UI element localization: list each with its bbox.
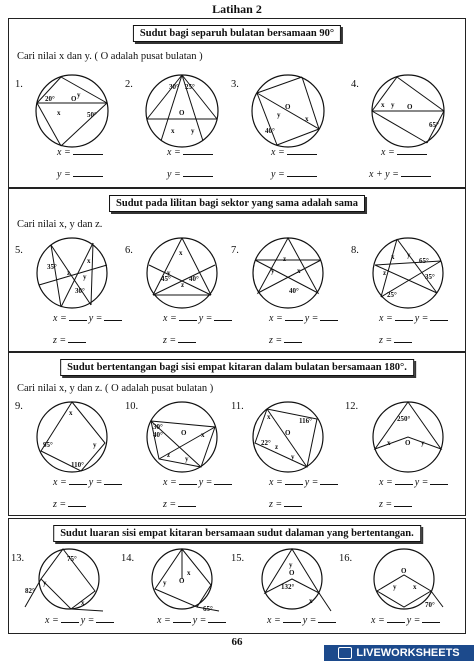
answer-blank[interactable]: z =	[163, 335, 198, 346]
svg-text:y: y	[393, 583, 397, 591]
angle-label: 40°	[265, 127, 275, 135]
answer-blank[interactable]: z =	[53, 499, 88, 510]
question-number: 14.	[121, 553, 135, 564]
circle-diagram-6	[141, 235, 223, 311]
angle-label: 20°	[45, 95, 55, 103]
angle-label: 30°	[169, 83, 179, 91]
question-number: 15.	[231, 553, 245, 564]
answer-blank[interactable]: x = y =	[45, 615, 116, 626]
svg-text:O: O	[179, 577, 185, 585]
svg-text:z: z	[275, 443, 279, 451]
answer-blank[interactable]: x = y =	[53, 477, 124, 488]
svg-text:z: z	[283, 255, 287, 263]
question-number: 6.	[125, 245, 133, 256]
footer-brand-text: LIVEWORKSHEETS	[356, 647, 460, 659]
footer-brand-bar[interactable]	[324, 645, 474, 661]
question-number: 3.	[231, 79, 239, 90]
svg-text:x: x	[387, 439, 391, 447]
svg-text:O: O	[401, 567, 407, 575]
answer-blank[interactable]: x = y =	[163, 313, 234, 324]
circle-diagram-8	[367, 235, 449, 311]
svg-text:x: x	[201, 431, 205, 439]
svg-text:z: z	[383, 269, 387, 277]
circle-diagram-13	[23, 545, 105, 615]
answer-blank[interactable]: y =	[57, 169, 103, 180]
svg-text:x: x	[391, 253, 395, 261]
section-1-instruction: Cari nilai x dan y. ( O adalah pusat bulatan )	[17, 51, 203, 62]
circle-diagram-7	[247, 235, 329, 311]
answer-blank[interactable]: x =	[57, 147, 103, 158]
svg-text:x: x	[171, 127, 175, 135]
circle-diagram-10	[141, 399, 223, 475]
angle-label: 65°	[203, 605, 213, 613]
page-number: 66	[231, 636, 243, 648]
svg-text:x: x	[57, 109, 61, 117]
question-number: 2.	[125, 79, 133, 90]
angle-label: 40°	[153, 431, 163, 439]
worksheet-title: Latihan 2	[212, 2, 262, 16]
circle-diagram-3	[247, 71, 329, 149]
svg-text:y: y	[163, 579, 167, 587]
circle-diagram-12	[367, 399, 449, 475]
svg-text:O: O	[289, 569, 295, 577]
question-number: 8.	[351, 245, 359, 256]
svg-text:O: O	[71, 95, 77, 103]
angle-label: 45°	[161, 275, 171, 283]
answer-blank[interactable]: z =	[269, 499, 304, 510]
angle-label: 82°	[25, 587, 35, 595]
svg-text:y: y	[289, 561, 293, 569]
angle-label: 116°	[299, 417, 312, 425]
section-2-instruction: Cari nilai x, y dan z.	[17, 219, 103, 230]
section-1-banner: Sudut bagi separuh bulatan bersamaan 90°	[133, 25, 341, 42]
svg-text:y: y	[43, 579, 47, 587]
answer-blank[interactable]: z =	[379, 499, 414, 510]
angle-label: 65°	[419, 257, 429, 265]
svg-text:y: y	[291, 453, 295, 461]
question-number: 10.	[125, 401, 139, 412]
circle-diagram-2	[141, 71, 223, 149]
svg-text:x: x	[305, 115, 309, 123]
angle-label: 75°	[67, 555, 77, 563]
svg-text:y: y	[277, 111, 281, 119]
answer-blank[interactable]: x + y =	[369, 169, 431, 180]
answer-blank[interactable]: z =	[163, 499, 198, 510]
circle-diagram-9	[31, 399, 113, 475]
svg-text:y: y	[271, 267, 275, 275]
liveworksheets-logo-icon	[338, 647, 352, 659]
svg-text:O: O	[285, 103, 291, 111]
circle-diagram-15	[251, 545, 333, 615]
svg-text:x: x	[69, 409, 73, 417]
svg-text:x: x	[187, 569, 191, 577]
question-number: 13.	[11, 553, 25, 564]
angle-label: 110°	[71, 461, 84, 469]
answer-blank[interactable]: x = y =	[163, 477, 234, 488]
angle-label: 40°	[289, 287, 299, 295]
section-4-banner: Sudut luaran sisi empat kitaran bersamaan sudut dalaman yang bertentangan.	[53, 525, 421, 542]
answer-blank[interactable]: x = y =	[379, 313, 450, 324]
svg-text:x: x	[87, 257, 91, 265]
section-2-banner: Sudut pada lilitan bagi sektor yang sama adalah sama	[109, 195, 365, 212]
answer-blank[interactable]: x =	[381, 147, 427, 158]
question-number: 11.	[231, 401, 244, 412]
angle-label: 65°	[429, 121, 439, 129]
angle-label: 22°	[261, 439, 271, 447]
angle-label: 250°	[397, 415, 411, 423]
svg-text:x: x	[81, 599, 85, 607]
svg-text:x: x	[267, 413, 271, 421]
svg-text:O: O	[179, 109, 185, 117]
section-3	[8, 352, 466, 516]
svg-text:O: O	[405, 439, 411, 447]
svg-text:O: O	[181, 429, 187, 437]
answer-blank[interactable]: x =	[167, 147, 213, 158]
section-1	[8, 18, 466, 188]
angle-label: 40°	[189, 275, 199, 283]
circle-diagram-16	[363, 545, 445, 615]
svg-text:y: y	[83, 273, 87, 281]
circle-diagram-5	[31, 235, 113, 311]
answer-blank[interactable]: x = y =	[269, 477, 340, 488]
angle-label: 35°	[425, 273, 435, 281]
angle-label: 30°	[153, 423, 163, 431]
svg-text:y: y	[93, 441, 97, 449]
svg-text:z: z	[167, 451, 171, 459]
section-3-banner: Sudut bertentangan bagi sisi empat kitaran dalam bulatan bersamaan 180°.	[60, 359, 414, 376]
answer-blank[interactable]: x = y =	[269, 313, 340, 324]
answer-blank[interactable]: x =	[271, 147, 317, 158]
question-number: 9.	[15, 401, 23, 412]
angle-label: 50°	[87, 111, 97, 119]
section-3-instruction: Cari nilai x, y dan z. ( O adalah pusat bulatan )	[17, 383, 214, 394]
svg-text:x: x	[179, 249, 183, 257]
answer-blank[interactable]: z =	[53, 335, 88, 346]
angle-label: 25°	[387, 291, 397, 299]
angle-label: 35°	[47, 263, 57, 271]
svg-text:x: x	[297, 267, 301, 275]
svg-text:y: y	[421, 439, 425, 447]
svg-text:O: O	[285, 429, 291, 437]
angle-label: 30°	[75, 287, 85, 295]
angle-label: 132°	[281, 583, 295, 591]
svg-text:O: O	[407, 103, 413, 111]
question-number: 16.	[339, 553, 353, 564]
circle-diagram-14	[141, 545, 223, 615]
answer-blank[interactable]: x = y =	[267, 615, 338, 626]
section-4	[8, 518, 466, 634]
question-number: 4.	[351, 79, 359, 90]
angle-label: 95°	[43, 441, 53, 449]
answer-blank[interactable]: y =	[167, 169, 213, 180]
angle-label: 70°	[425, 601, 435, 609]
svg-text:x: x	[309, 597, 313, 605]
question-number: 5.	[15, 245, 23, 256]
svg-text:z: z	[67, 269, 71, 277]
answer-blank[interactable]: x = y =	[371, 615, 442, 626]
svg-text:z: z	[181, 281, 185, 289]
answer-blank[interactable]: x = y =	[379, 477, 450, 488]
svg-text:y: y	[407, 251, 411, 259]
svg-text:y: y	[191, 127, 195, 135]
svg-text:x: x	[413, 583, 417, 591]
angle-label: 25°	[185, 83, 195, 91]
question-number: 1.	[15, 79, 23, 90]
answer-blank[interactable]: x = y =	[53, 313, 124, 324]
answer-blank[interactable]: y =	[271, 169, 317, 180]
svg-text:y: y	[77, 91, 81, 99]
svg-text:x: x	[381, 101, 385, 109]
answer-blank[interactable]: x = y =	[157, 615, 228, 626]
circle-diagram-1	[31, 71, 113, 149]
svg-text:y: y	[391, 101, 395, 109]
answer-blank[interactable]: z =	[379, 335, 414, 346]
circle-diagram-11	[247, 399, 329, 475]
circle-diagram-4	[367, 71, 449, 149]
answer-blank[interactable]: z =	[269, 335, 304, 346]
svg-text:y: y	[167, 269, 171, 277]
question-number: 12.	[345, 401, 359, 412]
question-number: 7.	[231, 245, 239, 256]
section-2	[8, 188, 466, 352]
svg-text:y: y	[185, 455, 189, 463]
